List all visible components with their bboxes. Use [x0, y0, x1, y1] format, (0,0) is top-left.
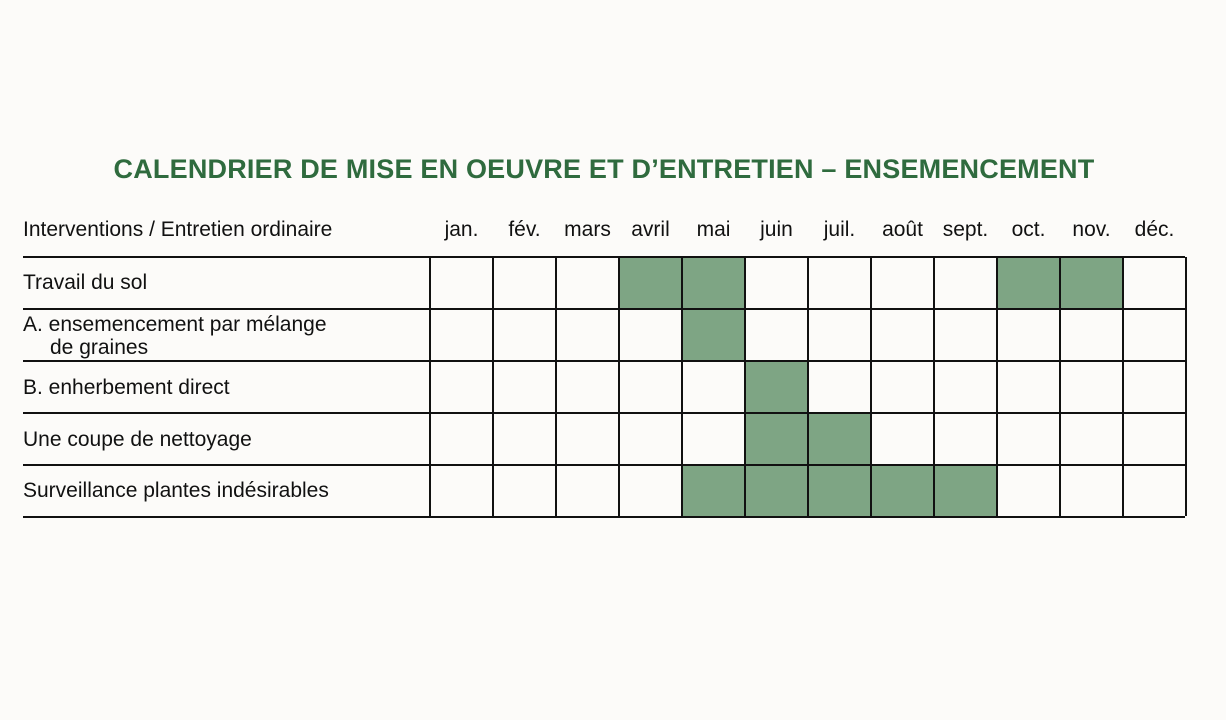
empty-month-cell [1123, 309, 1186, 361]
row-label-line: Travail du sol [23, 271, 148, 294]
empty-month-cell [1060, 413, 1123, 465]
row-label [23, 479, 329, 502]
empty-month-cell [1123, 465, 1186, 517]
grid-column-divider [618, 257, 620, 516]
row-label-line-2: de graines [50, 336, 149, 359]
grid-column-divider [681, 257, 683, 516]
month-label: nov. [1072, 218, 1111, 241]
active-month-cell [808, 465, 871, 517]
month-label: sept. [942, 218, 989, 241]
grid-column-divider [492, 257, 494, 516]
empty-month-cell [1060, 465, 1123, 517]
interventions-column-header: Interventions / Entretien ordinaire [23, 218, 333, 241]
active-month-cell [682, 257, 745, 309]
grid-column-divider [1185, 257, 1187, 516]
calendar-title: CALENDRIER DE MISE EN OEUVRE ET D’ENTRETIEN – ENSEMENCEMENT [113, 154, 1095, 184]
month-label: oct. [1011, 218, 1046, 241]
empty-month-cell [493, 413, 556, 465]
grid-column-divider [429, 257, 431, 516]
row-label [23, 313, 327, 359]
empty-month-cell [556, 309, 619, 361]
empty-month-cell [934, 413, 997, 465]
active-month-cell [1060, 257, 1123, 309]
grid-column-divider [870, 257, 872, 516]
active-month-cell [745, 465, 808, 517]
month-label: fév. [508, 218, 541, 241]
empty-month-cell [1060, 361, 1123, 413]
empty-month-cell [493, 465, 556, 517]
row-label-line: B. enherbement direct [23, 376, 230, 399]
empty-month-cell [871, 413, 934, 465]
grid-row-divider [23, 516, 1185, 518]
empty-month-cell [871, 361, 934, 413]
empty-month-cell [682, 361, 745, 413]
active-month-cell [682, 465, 745, 517]
empty-month-cell [619, 361, 682, 413]
month-label: déc. [1134, 218, 1175, 241]
empty-month-cell [934, 257, 997, 309]
grid-column-divider [555, 257, 557, 516]
empty-month-cell [997, 413, 1060, 465]
active-month-cell [997, 257, 1060, 309]
empty-month-cell [493, 257, 556, 309]
empty-month-cell [871, 257, 934, 309]
grid-row-divider [23, 256, 1185, 258]
empty-month-cell [934, 361, 997, 413]
empty-month-cell [619, 465, 682, 517]
empty-month-cell [997, 361, 1060, 413]
empty-month-cell [493, 309, 556, 361]
empty-month-cell [556, 257, 619, 309]
empty-month-cell [808, 361, 871, 413]
empty-month-cell [682, 413, 745, 465]
empty-month-cell [430, 309, 493, 361]
active-month-cell [808, 413, 871, 465]
empty-month-cell [1123, 361, 1186, 413]
month-label: juin [760, 218, 793, 241]
row-label [23, 428, 252, 451]
active-month-cell [682, 309, 745, 361]
month-label: août [882, 218, 923, 241]
empty-month-cell [619, 413, 682, 465]
empty-month-cell [745, 309, 808, 361]
month-label: mai [696, 218, 731, 241]
row-label-line: A. ensemencement par mélange [23, 313, 327, 336]
row-label [23, 271, 147, 294]
grid-column-divider [1059, 257, 1061, 516]
empty-month-cell [430, 257, 493, 309]
row-label-line: Surveillance plantes indésirables [23, 479, 329, 502]
empty-month-cell [997, 465, 1060, 517]
empty-month-cell [808, 309, 871, 361]
empty-month-cell [556, 413, 619, 465]
grid-row-divider [23, 464, 1185, 466]
month-label: avril [631, 218, 670, 241]
month-label: juil. [823, 218, 856, 241]
active-month-cell [619, 257, 682, 309]
empty-month-cell [556, 465, 619, 517]
row-label [23, 376, 230, 399]
empty-month-cell [1060, 309, 1123, 361]
empty-month-cell [430, 361, 493, 413]
empty-month-cell [808, 257, 871, 309]
empty-month-cell [430, 413, 493, 465]
grid-row-divider [23, 360, 1185, 362]
grid-column-divider [807, 257, 809, 516]
month-label: mars [564, 218, 611, 241]
active-month-cell [745, 413, 808, 465]
month-label: jan. [444, 218, 479, 241]
grid-row-divider [23, 308, 1185, 310]
empty-month-cell [997, 309, 1060, 361]
grid-column-divider [1122, 257, 1124, 516]
empty-month-cell [1123, 413, 1186, 465]
empty-month-cell [1123, 257, 1186, 309]
empty-month-cell [556, 361, 619, 413]
grid-row-divider [23, 412, 1185, 414]
grid-column-divider [996, 257, 998, 516]
empty-month-cell [745, 257, 808, 309]
active-month-cell [871, 465, 934, 517]
empty-month-cell [871, 309, 934, 361]
row-label-line: Une coupe de nettoyage [23, 428, 252, 451]
active-month-cell [934, 465, 997, 517]
empty-month-cell [619, 309, 682, 361]
active-month-cell [745, 361, 808, 413]
grid-column-divider [744, 257, 746, 516]
empty-month-cell [493, 361, 556, 413]
grid-column-divider [933, 257, 935, 516]
empty-month-cell [934, 309, 997, 361]
empty-month-cell [430, 465, 493, 517]
